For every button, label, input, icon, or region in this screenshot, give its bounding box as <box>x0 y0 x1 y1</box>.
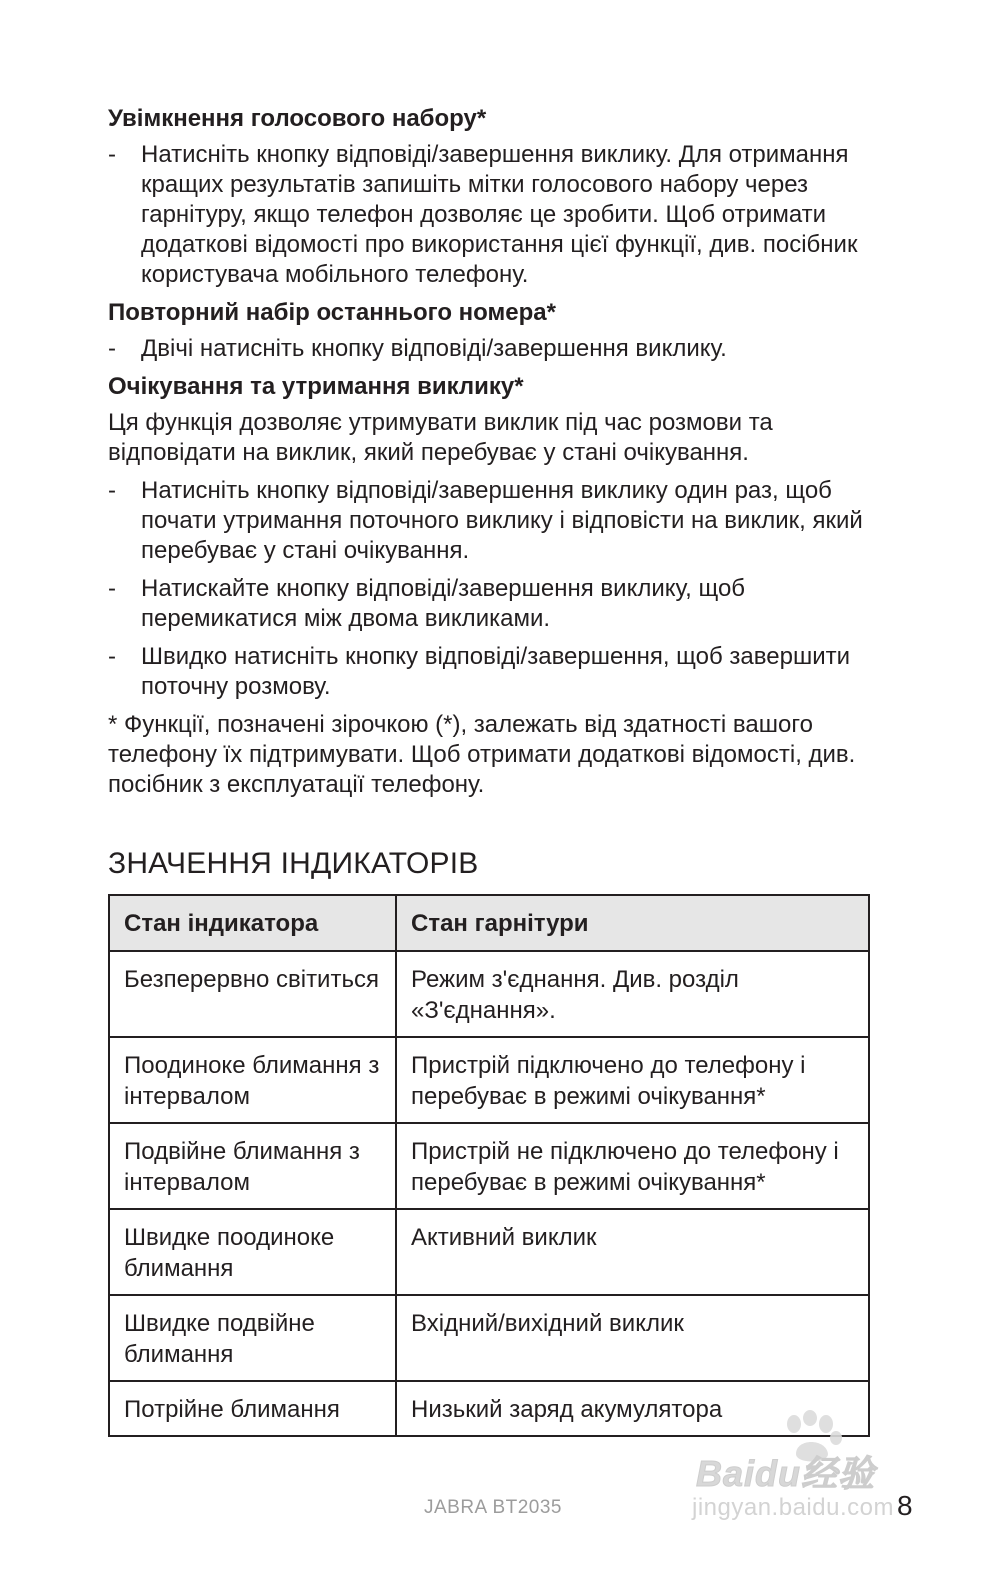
voice-dial-list <box>108 140 888 290</box>
page-number: 8 <box>897 1490 913 1521</box>
list-item: - Двічі натисніть кнопку відповіді/завершення виклику. <box>108 334 888 364</box>
indicator-cell: Швидке подвійне блимання <box>109 1295 396 1381</box>
call-waiting-heading: Очікування та утримання виклику* <box>108 373 524 400</box>
headset-state-cell: Вхідний/вихідний виклик <box>396 1295 869 1381</box>
indicator-cell: Безперервно світиться <box>109 951 396 1037</box>
headset-state-cell: Пристрій підключено до телефону і перебуває в режимі очікування* <box>396 1037 869 1123</box>
indicators-title: ЗНАЧЕННЯ ІНДИКАТОРІВ <box>108 847 479 880</box>
voice-dial-section <box>108 104 888 290</box>
list-item: - Швидко натисніть кнопку відповіді/завершення, щоб завершити поточну розмову. <box>108 642 888 702</box>
indicator-cell: Подвійне блимання з інтервалом <box>109 1123 396 1209</box>
redial-list <box>108 334 888 364</box>
headset-state-cell: Пристрій не підключено до телефону і перебуває в режимі очікування* <box>396 1123 869 1209</box>
column-header-headset: Стан гарнітури <box>396 895 869 951</box>
call-waiting-intro: Ця функція дозволяє утримувати виклик під час розмови та відповідати на виклик, який перебуває у стані очікування. <box>108 409 773 466</box>
call-waiting-section <box>108 372 888 702</box>
redial-heading: Повторний набір останнього номера* <box>108 299 556 326</box>
list-item: - Натискайте кнопку відповіді/завершення виклику, щоб перемикатися між двома викликами. <box>108 574 888 634</box>
footnote: * Функції, позначені зірочкою (*), залежать від здатності вашого телефону їх підтримувати. Щоб отримати додаткові відомості, див. посібник з експлуатації телефону. <box>108 711 856 798</box>
footer-product: JABRA BT2035 <box>423 1497 563 1518</box>
headset-state-cell: Активний виклик <box>396 1209 869 1295</box>
list-item: - Натисніть кнопку відповіді/завершення виклику один раз, щоб почати утримання поточного виклику і відповісти на виклик, який перебуває у стані очікування. <box>108 476 888 566</box>
table-row <box>109 1209 869 1295</box>
table-row <box>109 1123 869 1209</box>
indicator-cell: Швидке поодиноке блимання <box>109 1209 396 1295</box>
watermark-brand: Baidu经验 <box>696 1453 876 1494</box>
table-row <box>109 1037 869 1123</box>
table-row <box>109 1295 869 1381</box>
table-header-row <box>109 895 869 951</box>
column-header-indicator: Стан індикатора <box>109 895 396 951</box>
indicator-cell: Поодиноке блимання з інтервалом <box>109 1037 396 1123</box>
watermark-url: jingyan.baidu.com <box>692 1494 894 1521</box>
headset-state-cell: Низький заряд акумулятора <box>396 1381 869 1436</box>
indicators-table <box>108 894 870 1437</box>
redial-section <box>108 298 888 364</box>
table-row <box>109 951 869 1037</box>
indicator-cell: Потрійне блимання <box>109 1381 396 1436</box>
headset-state-cell: Режим з'єднання. Див. розділ «З'єднання». <box>396 951 869 1037</box>
voice-dial-heading: Увімкнення голосового набору* <box>108 105 487 132</box>
page-content <box>108 104 888 1437</box>
list-item: - Натисніть кнопку відповіді/завершення виклику. Для отримання кращих результатів запишіть мітки голосового набору через гарнітуру, якщо телефон дозволяє це зробити. Щоб отримати додаткові відомості про використання цієї функції, див. посібник користувача мобільного телефону. <box>108 140 888 290</box>
call-waiting-list <box>108 476 888 702</box>
